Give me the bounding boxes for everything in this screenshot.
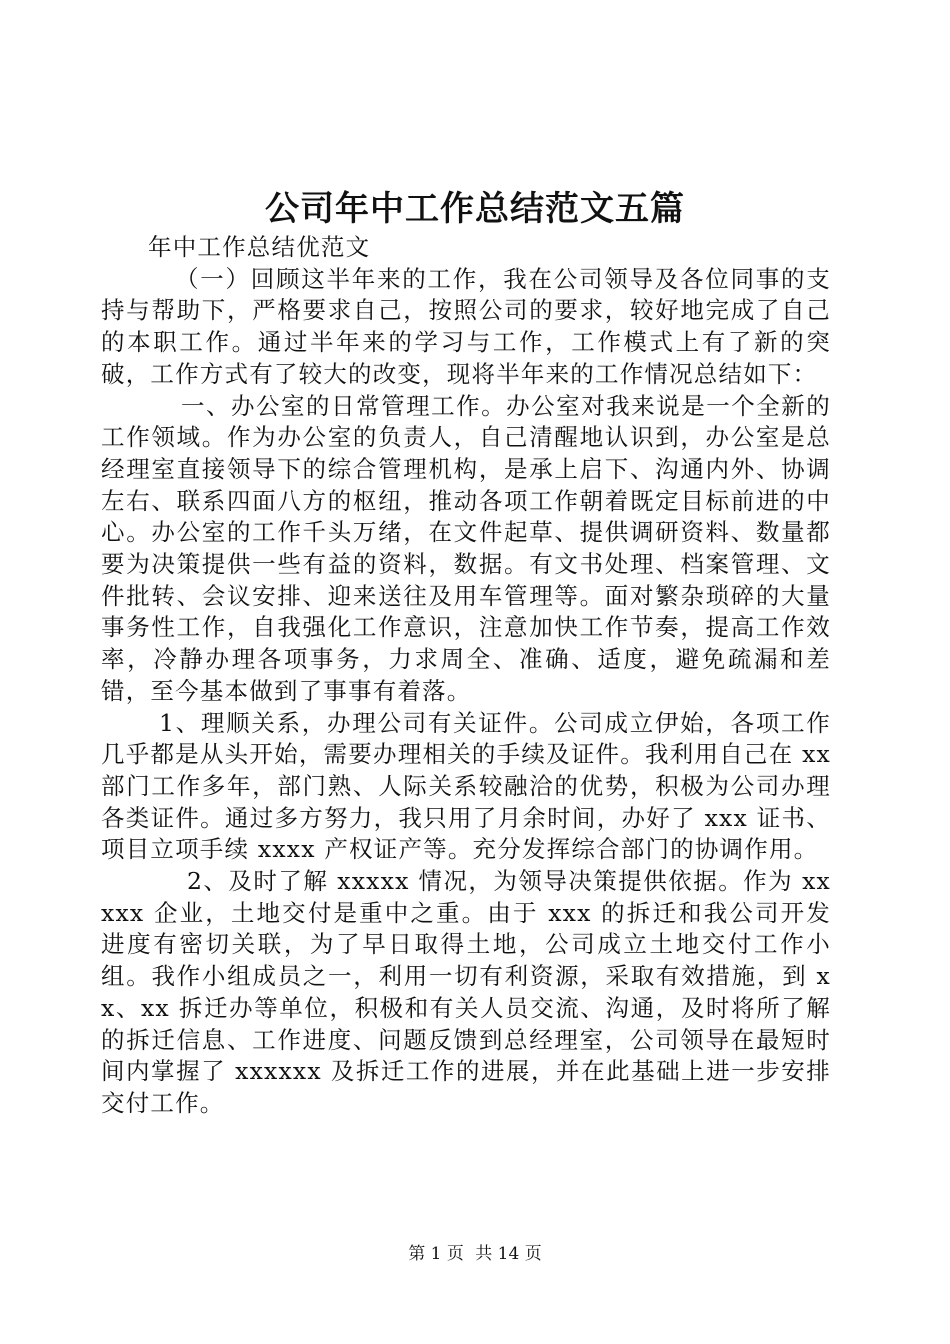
paragraph-land-delivery: 2、及时了解 xxxxx 情况，为领导决策提供依据。作为 xxxxx 企业，土地交付是重中之重。由于 xxx 的拆迁和我公司开发进度有密切关联，为了早日取得土地，公司成立土地交付工作小组。我作小组成员之一，利用一切有利资源，采取有效措施，到 xx、xx 拆迁办等单位，积极和有关人员交流、沟通，及时将所了解的拆迁信息、工作进度、问题反馈到总经理室，公司领导在最短时间内掌握了 xxxxxx 及拆迁工作的进展，并在此基础上进一步安排交付工作。 <box>101 867 831 1117</box>
document-body <box>101 232 831 1120</box>
paragraph-certificates: 1、理顺关系，办理公司有关证件。公司成立伊始，各项工作几乎都是从头开始，需要办理相关的手续及证件。我利用自己在 xx 部门工作多年，部门熟、人际关系较融洽的优势，积极为公司办理各类证件。通过多方努力，我只用了月余时间，办好了 xxx 证书、项目立项手续 xxxx 产权证产等。充分发挥综合部门的协调作用。 <box>101 708 831 864</box>
paragraph-intro: （一）回顾这半年来的工作，我在公司领导及各位同事的支持与帮助下，严格要求自己，按照公司的要求，较好地完成了自己的本职工作。通过半年来的学习与工作，工作模式上有了新的突破，工作方式有了较大的改变，现将半年来的工作情况总结如下： <box>101 264 831 388</box>
page-number: 第 1 页 <box>408 1244 464 1264</box>
document-title: 公司年中工作总结范文五篇 <box>265 189 685 229</box>
paragraph-office-management: 一、办公室的日常管理工作。办公室对我来说是一个全新的工作领域。作为办公室的负责人，自己清醒地认识到，办公室是总经理室直接领导下的综合管理机构，是承上启下、沟通内外、协调左右、联系四面八方的枢纽，推动各项工作朝着既定目标前进的中心。办公室的工作千头万绪，在文件起草、提供调研资料、数量都要为决策提供一些有益的资料，数据。有文书处理、档案管理、文件批转、会议安排、迎来送往及用车管理等。面对繁杂琐碎的大量事务性工作，自我强化工作意识，注意加快工作节奏，提高工作效率，冷静办理各项事务，力求周全、准确、适度，避免疏漏和差错，至今基本做到了事事有着落。 <box>101 391 831 705</box>
page-footer <box>0 1242 950 1266</box>
page-total: 共 14 页 <box>475 1244 542 1264</box>
document-subtitle: 年中工作总结优范文 <box>148 233 371 261</box>
